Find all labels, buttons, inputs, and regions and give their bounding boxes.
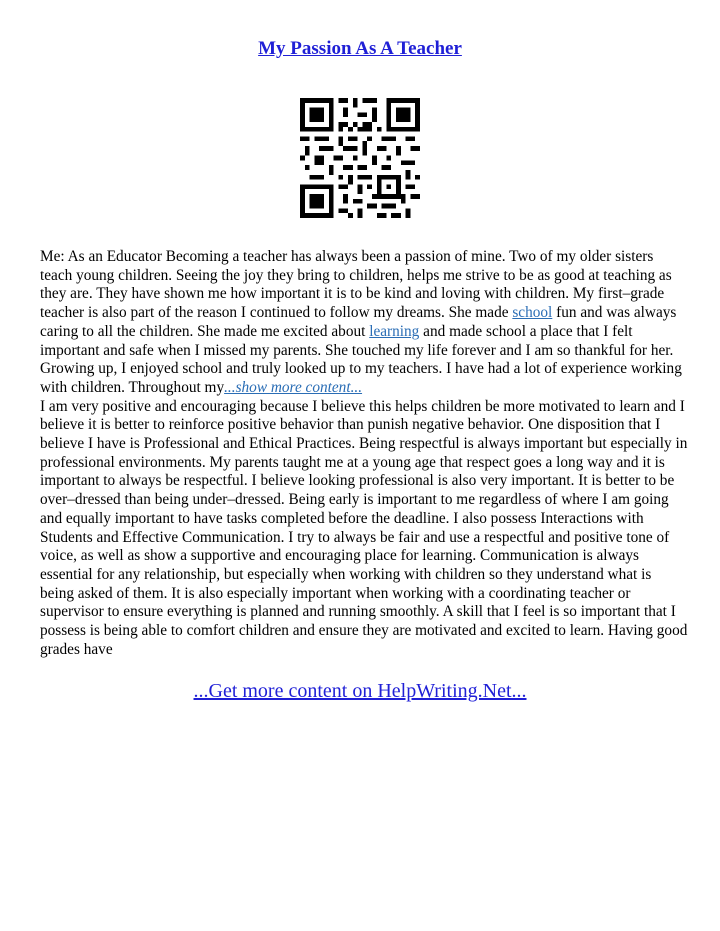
page-title[interactable]: My Passion As A Teacher — [258, 38, 462, 59]
qr-code-icon — [300, 98, 420, 218]
learning-link[interactable]: learning — [369, 322, 420, 340]
get-more-content-link[interactable]: ...Get more content on HelpWriting.Net... — [193, 680, 527, 702]
paragraph-intro: Me: As an Educator Becoming a teacher has always been a passion of mine. Two of my older sisters teach young children. Seeing the joy they bring to children, helps me strive to be as good at teaching as they are. They have shown me how important it is to be kind and loving with children. My first–grade teacher is also part of the reason I continued to follow my dreams. She made school fun and was always caring to all the children. She made me excited about learning and made school a place that I felt important and safe when I missed my parents. She touched my life forever and I am so thankful for her. Growing up, I enjoyed school and truly looked up to my teachers. I have had a lot of experience working with children. Throughout my...show more content... — [40, 248, 682, 396]
essay-body — [40, 248, 688, 659]
school-link[interactable]: school — [512, 304, 553, 322]
show-more-link[interactable]: ...show more content... — [224, 378, 363, 396]
paragraph-continued: I am very positive and encouraging because I believe this helps children be more motivated to learn and I believe it is better to reinforce positive behavior than punish negative behavior. One disposition that I believe I have is Professional and Ethical Practices. Being respectful is always important but especially in professional environments. My parents taught me at a young age that respect goes a long way and it is important to always be respectful. I believe looking professional is also very important. It is better to be over–dressed than being under–dressed. Being early is important to me regardless of where I am going and equally important to have tasks completed before the deadline. I also possess Interactions with Students and Effective Communication. I try to always be fair and use a respectful and positive tone of voice, as well as show a supportive and encouraging place for learning. Communication is always essential for any relationship, but especially when working with children so they understand what is being asked of them. It is also especially important when working with a coordinating teacher or supervisor to ensure everything is planned and running smoothly. A skill that I feel is so important that I possess is being able to comfort children and ensure they are motivated and excited to learn. Having good grades have — [40, 397, 688, 658]
